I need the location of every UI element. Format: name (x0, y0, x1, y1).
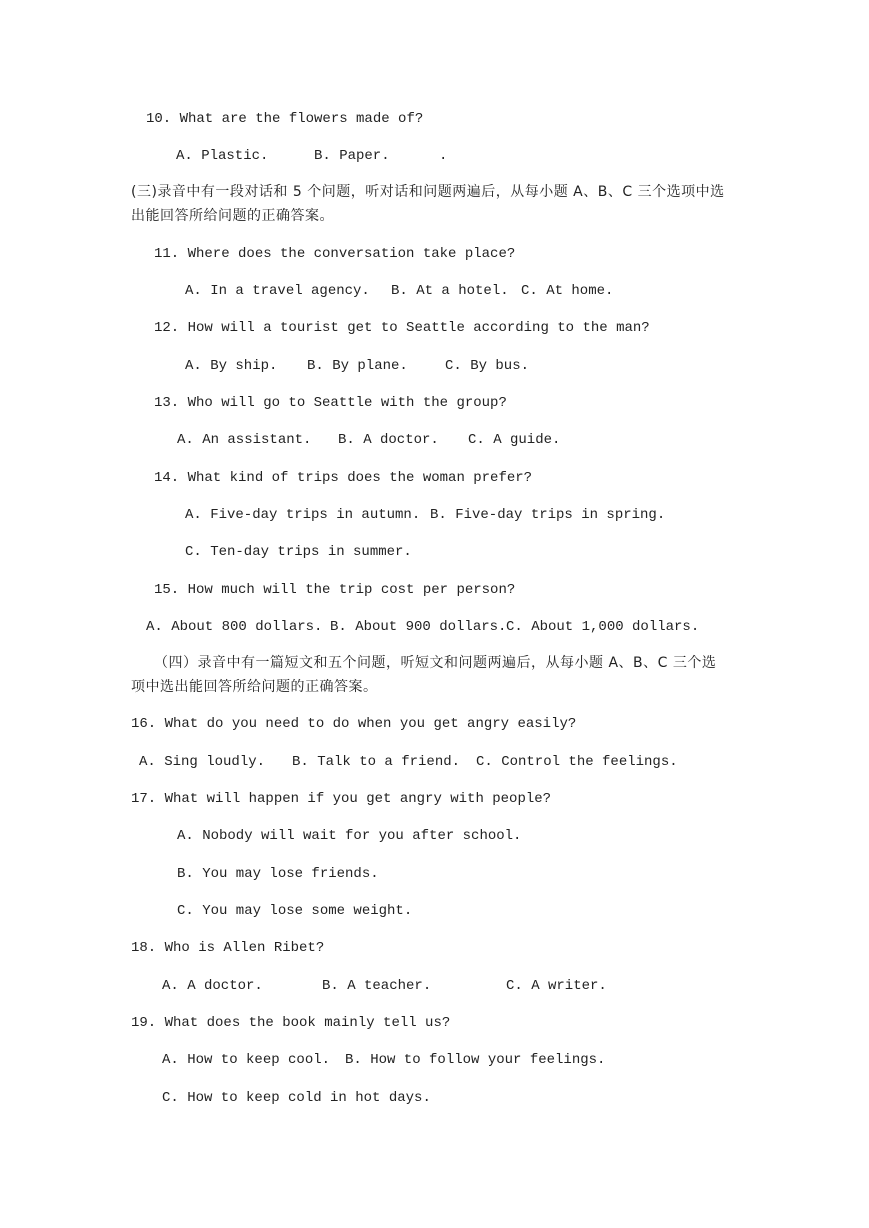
q11-option-a: A. In a travel agency. (185, 283, 370, 299)
q11-option-c: C. At home. (521, 283, 614, 299)
q19-option-b: B. How to follow your feelings. (345, 1052, 606, 1068)
question-11: 11. Where does the conversation take place? (154, 246, 516, 262)
q10-option-a: A. Plastic. (176, 148, 269, 164)
q10-option-c: . (439, 148, 448, 164)
q13-option-c: C. A guide. (468, 432, 561, 448)
q15-option-a: A. About 800 dollars. (146, 619, 323, 635)
question-17: 17. What will happen if you get angry with people? (131, 791, 552, 807)
q15-option-c: C. About 1,000 dollars. (506, 619, 700, 635)
q13-option-a: A. An assistant. (177, 432, 312, 448)
question-14: 14. What kind of trips does the woman prefer? (154, 470, 533, 486)
q16-option-c: C. Control the feelings. (476, 754, 678, 770)
section-3-instructions-line2: 出能回答所给问题的正确答案。 (131, 208, 334, 224)
q17-option-b: B. You may lose friends. (177, 866, 379, 882)
q11-option-b: B. At a hotel. (391, 283, 509, 299)
q14-option-b: B. Five-day trips in spring. (430, 507, 666, 523)
question-18: 18. Who is Allen Ribet? (131, 940, 325, 956)
q13-option-b: B. A doctor. (338, 432, 439, 448)
q14-option-c: C. Ten-day trips in summer. (185, 544, 412, 560)
q16-option-a: A. Sing loudly. (139, 754, 266, 770)
q12-option-b: B. By plane. (307, 358, 408, 374)
question-16: 16. What do you need to do when you get angry easily? (131, 716, 577, 732)
question-12: 12. How will a tourist get to Seattle according to the man? (154, 320, 650, 336)
question-13: 13. Who will go to Seattle with the group? (154, 395, 507, 411)
q10-option-b: B. Paper. (314, 148, 390, 164)
q14-option-a: A. Five-day trips in autumn. (185, 507, 421, 523)
question-19: 19. What does the book mainly tell us? (131, 1015, 451, 1031)
q19-option-c: C. How to keep cold in hot days. (162, 1090, 431, 1106)
q17-option-c: C. You may lose some weight. (177, 903, 413, 919)
question-10: 10. What are the flowers made of? (146, 111, 424, 127)
q18-option-c: C. A writer. (506, 978, 607, 994)
q12-option-c: C. By bus. (445, 358, 530, 374)
q15-option-b: B. About 900 dollars. (330, 619, 507, 635)
q18-option-a: A. A doctor. (162, 978, 263, 994)
q12-option-a: A. By ship. (185, 358, 278, 374)
section-4-instructions-line1: （四）录音中有一篇短文和五个问题，听短文和问题两遍后，从每小题 A、B、C 三个选 (154, 655, 717, 671)
section-3-instructions-line1: (三)录音中有一段对话和 5 个问题，听对话和问题两遍后，从每小题 A、B、C 三个选项中选 (131, 184, 725, 200)
q19-option-a: A. How to keep cool. (162, 1052, 331, 1068)
section-4-instructions-line2: 项中选出能回答所给问题的正确答案。 (131, 679, 378, 695)
q17-option-a: A. Nobody will wait for you after school. (177, 828, 522, 844)
q18-option-b: B. A teacher. (322, 978, 432, 994)
q16-option-b: B. Talk to a friend. (292, 754, 461, 770)
question-15: 15. How much will the trip cost per person? (154, 582, 516, 598)
